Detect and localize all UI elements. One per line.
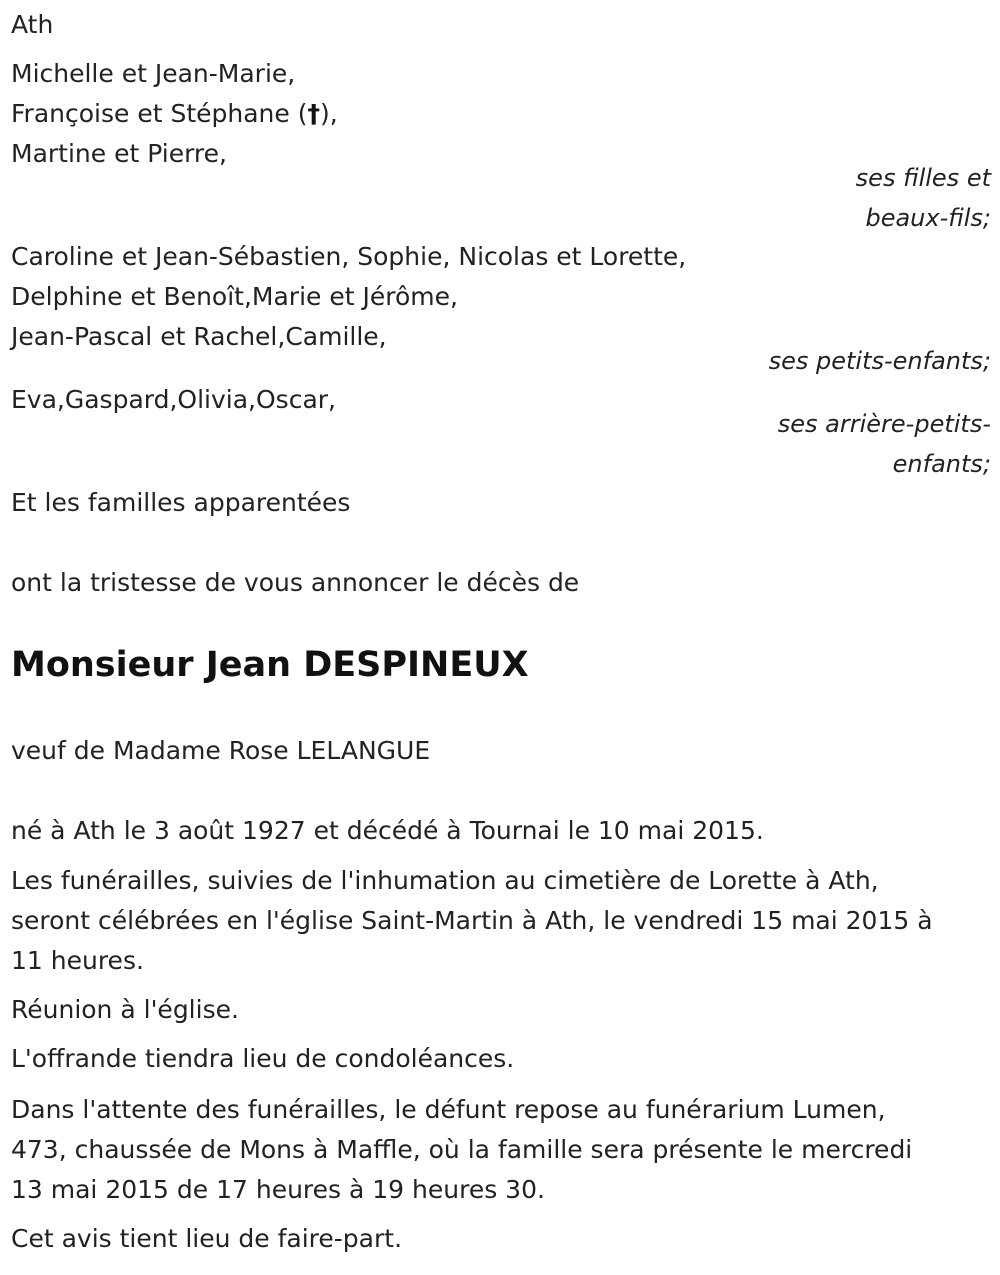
- daughter-line-3: Martine et Pierre,: [11, 139, 227, 168]
- widower-line: veuf de Madame Rose LELANGUE: [11, 736, 431, 765]
- families-line: Et les familles apparentées: [11, 488, 351, 517]
- deceased-name: Monsieur Jean DESPINEUX: [11, 645, 529, 685]
- daughters-role-line-1: ses filles et: [855, 164, 991, 192]
- daughter-line-2-suffix: ),: [319, 99, 338, 128]
- birth-death-line: né à Ath le 3 août 1927 et décédé à Tournai le 10 mai 2015.: [11, 816, 764, 845]
- closing-line: Cet avis tient lieu de faire-part.: [11, 1224, 403, 1253]
- cross-icon: †: [307, 99, 320, 128]
- daughter-line-2-text: Françoise et Stéphane (: [11, 99, 308, 128]
- grandchildren-line-3: Jean-Pascal et Rachel,Camille,: [11, 322, 387, 351]
- city-label: Ath: [11, 10, 54, 39]
- daughter-line-2: [11, 94, 338, 134]
- grandchildren-line-2: Delphine et Benoît,Marie et Jérôme,: [11, 282, 458, 311]
- funeral-line-1: Les funérailles, suivies de l'inhumation au cimetière de Lorette à Ath,: [11, 866, 879, 895]
- funeral-line-3: 11 heures.: [11, 946, 144, 975]
- daughter-line-1: Michelle et Jean-Marie,: [11, 59, 296, 88]
- great-grandchildren-role-line-2: enfants;: [892, 450, 991, 478]
- repose-line-3: 13 mai 2015 de 17 heures à 19 heures 30.: [11, 1175, 545, 1204]
- repose-line-1: Dans l'attente des funérailles, le défunt repose au funérarium Lumen,: [11, 1095, 886, 1124]
- announcement-line: ont la tristesse de vous annoncer le décès de: [11, 568, 580, 597]
- great-grandchildren-role-line-1: ses arrière-petits-: [777, 410, 991, 438]
- repose-line-2: 473, chaussée de Mons à Maffle, où la famille sera présente le mercredi: [11, 1135, 913, 1164]
- offering-line: L'offrande tiendra lieu de condoléances.: [11, 1044, 515, 1073]
- great-grandchildren-line: Eva,Gaspard,Olivia,Oscar,: [11, 385, 336, 414]
- daughters-role-line-2: beaux-fils;: [865, 204, 991, 232]
- grandchildren-role: ses petits-enfants;: [768, 347, 991, 375]
- funeral-line-2: seront célébrées en l'église Saint-Martin à Ath, le vendredi 15 mai 2015 à: [11, 906, 933, 935]
- grandchildren-line-1: Caroline et Jean-Sébastien, Sophie, Nicolas et Lorette,: [11, 242, 687, 271]
- meeting-line: Réunion à l'église.: [11, 995, 239, 1024]
